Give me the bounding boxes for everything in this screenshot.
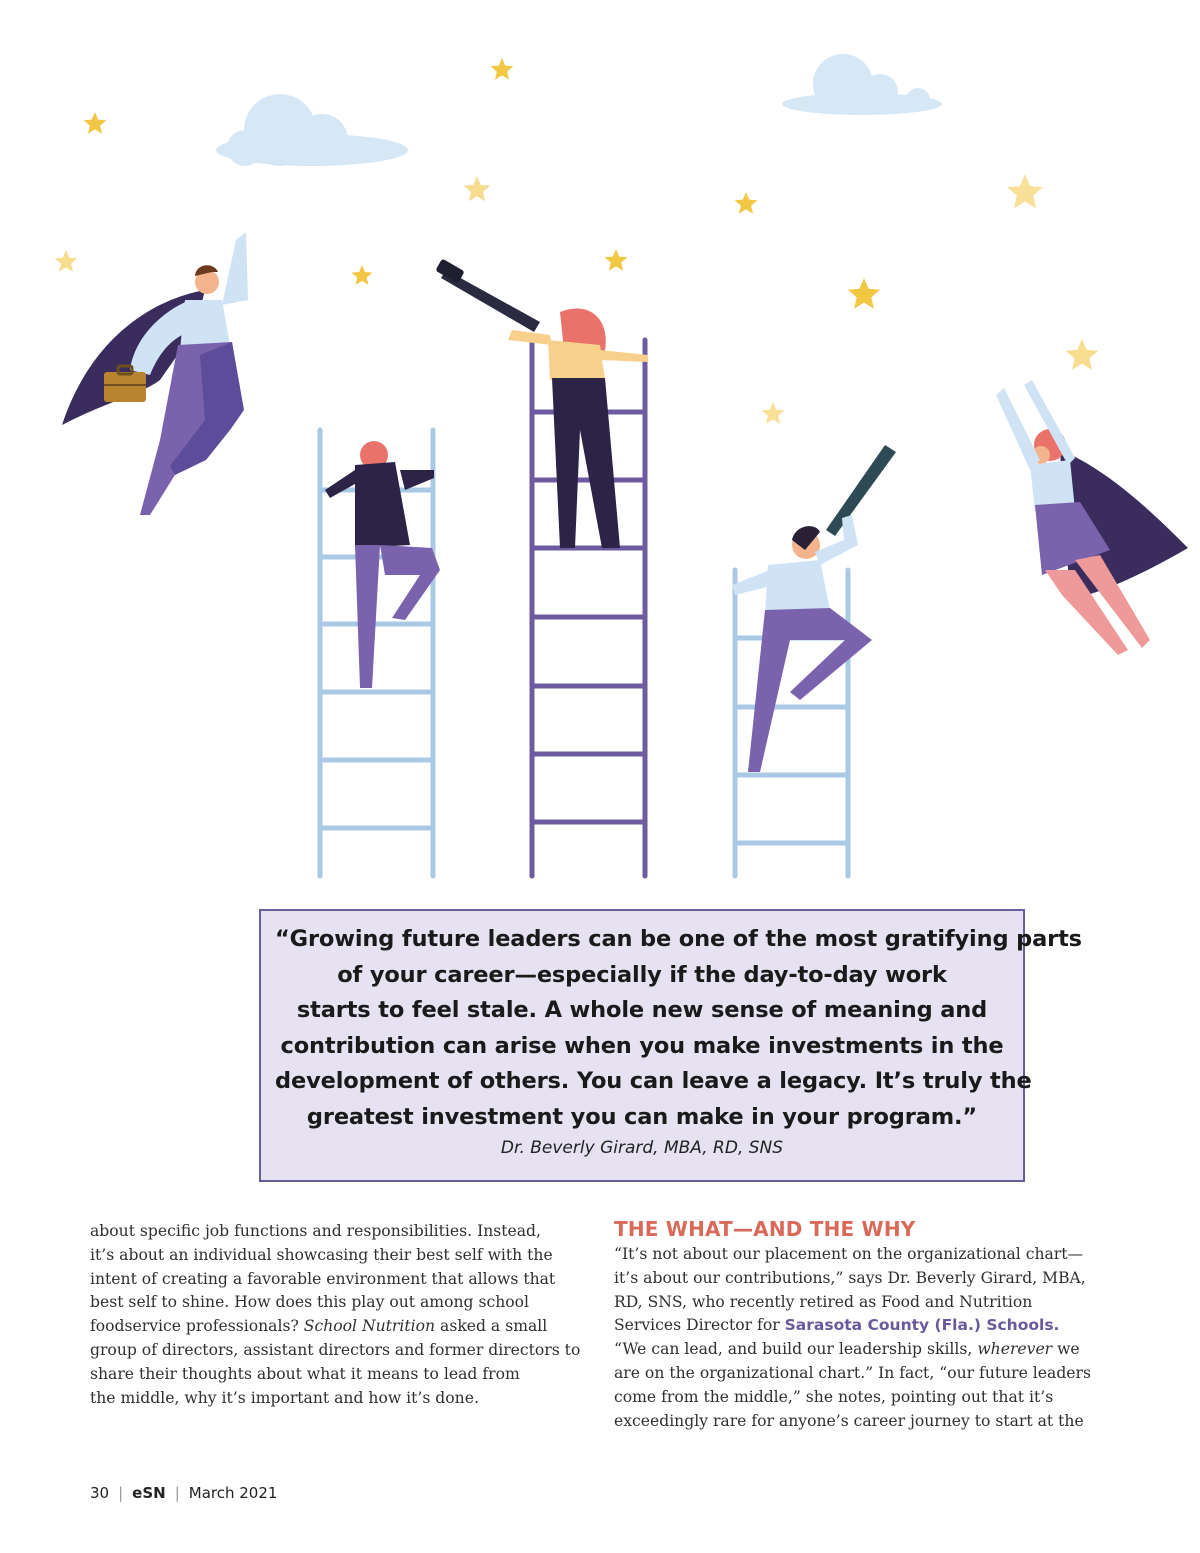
body-line-start: “We can lead, and build our leadership skills, bbox=[614, 1340, 978, 1359]
body-line: the middle, why it’s important and how it’s done. bbox=[90, 1388, 479, 1407]
body-line-start: Services Director for bbox=[614, 1316, 785, 1335]
star-icon bbox=[762, 402, 785, 424]
star-icon bbox=[605, 249, 628, 271]
body-line: about specific job functions and responsibilities. Instead, bbox=[90, 1222, 542, 1240]
quote-line: development of others. You can leave a legacy. It’s truly the bbox=[275, 1068, 1032, 1094]
quote-line: “Growing future leaders can be one of the most gratifying parts bbox=[275, 926, 1082, 952]
pull-quote bbox=[259, 909, 1082, 1182]
body-line: exceedingly rare for anyone’s career journey to start at the bbox=[614, 1411, 1084, 1430]
star-icon bbox=[464, 176, 491, 201]
cloud-icon bbox=[782, 54, 942, 115]
quote-attribution: Dr. Beverly Girard, MBA, RD, SNS bbox=[500, 1138, 784, 1158]
telescope-man-figure bbox=[732, 445, 896, 772]
district-name: Sarasota County (Fla.) Schools. bbox=[784, 1316, 1060, 1335]
quote-line: of your career—especially if the day-to-day work bbox=[337, 961, 947, 988]
star-icon bbox=[352, 265, 373, 285]
star-icon bbox=[1007, 174, 1043, 208]
star-icon bbox=[491, 58, 514, 80]
star-icon bbox=[735, 192, 758, 214]
left-column-text bbox=[90, 1220, 590, 1410]
body-line bbox=[614, 1338, 1114, 1362]
footer-separator: | bbox=[118, 1484, 124, 1502]
body-line: are on the organizational chart.” In fact, “our future leaders bbox=[614, 1363, 1091, 1382]
footer-separator: | bbox=[174, 1484, 180, 1502]
star-icon bbox=[84, 112, 107, 134]
star-icon bbox=[848, 278, 880, 309]
body-line: RD, SNS, who recently retired as Food and Nutrition bbox=[614, 1292, 1033, 1311]
right-column-text bbox=[614, 1215, 1114, 1433]
quote-line: starts to feel stale. A whole new sense of meaning and bbox=[296, 997, 988, 1023]
flying-man-figure bbox=[62, 232, 248, 515]
quote-line: contribution can arise when you make investments in the bbox=[280, 1032, 1004, 1059]
body-line-end: we bbox=[1052, 1340, 1080, 1359]
section-heading: THE WHAT—AND THE WHY bbox=[614, 1217, 916, 1241]
page-footer bbox=[90, 1484, 277, 1502]
body-line: share their thoughts about what it means to lead from bbox=[90, 1364, 520, 1383]
cloud-icon bbox=[216, 94, 408, 166]
body-line: intent of creating a favorable environment that allows that bbox=[90, 1269, 556, 1288]
body-line: it’s about an individual showcasing their best self with the bbox=[90, 1245, 553, 1264]
publication-name: School Nutrition bbox=[303, 1317, 436, 1336]
flying-woman-figure bbox=[996, 380, 1188, 655]
body-line-start: foodservice professionals? bbox=[90, 1317, 299, 1336]
body-line: come from the middle,” she notes, pointing out that it’s bbox=[614, 1387, 1054, 1406]
page-number: 30 bbox=[90, 1484, 110, 1502]
body-line: group of directors, assistant directors and former directors to bbox=[90, 1340, 581, 1359]
climbing-woman-figure bbox=[325, 441, 440, 688]
body-line-end: asked a small bbox=[435, 1317, 548, 1336]
pull-quote-text bbox=[275, 922, 1082, 1135]
issue-date: March 2021 bbox=[188, 1484, 278, 1502]
star-icon bbox=[55, 250, 78, 272]
body-line: it’s about our contributions,” says Dr. Beverly Girard, MBA, bbox=[614, 1268, 1086, 1287]
magazine-name: eSN bbox=[132, 1484, 166, 1502]
emphasis-word: wherever bbox=[977, 1340, 1053, 1359]
body-line: best self to shine. How does this play out among school bbox=[90, 1293, 530, 1312]
star-icon bbox=[1066, 339, 1098, 370]
body-line bbox=[90, 1315, 590, 1339]
telescope-woman-figure bbox=[435, 258, 648, 548]
quote-line: greatest investment you can make in your program.” bbox=[306, 1103, 978, 1130]
body-line: “It’s not about our placement on the organizational chart— bbox=[614, 1245, 1084, 1263]
body-line bbox=[614, 1314, 1114, 1338]
